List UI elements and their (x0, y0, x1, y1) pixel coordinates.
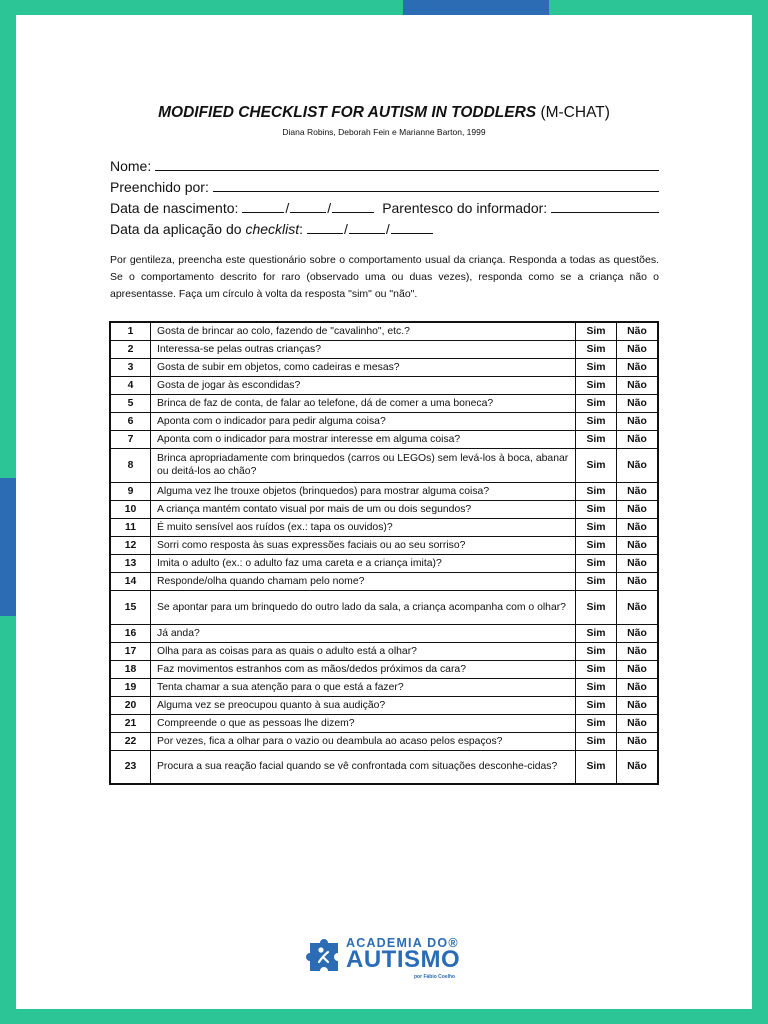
answer-sim[interactable]: Sim (576, 394, 617, 412)
question-number: 7 (110, 430, 151, 448)
table-row (110, 554, 658, 572)
document-page (16, 15, 752, 1009)
question-number: 20 (110, 696, 151, 714)
table-row (110, 696, 658, 714)
table-row (110, 340, 658, 358)
table-row (110, 376, 658, 394)
answer-nao[interactable]: Não (617, 518, 659, 536)
answer-sim[interactable]: Sim (576, 412, 617, 430)
answer-sim[interactable]: Sim (576, 322, 617, 340)
birth-year-blank[interactable] (332, 198, 374, 213)
answer-nao[interactable]: Não (617, 732, 659, 750)
answer-sim[interactable]: Sim (576, 448, 617, 482)
question-number: 9 (110, 482, 151, 500)
apply-day-blank[interactable] (307, 219, 343, 234)
question-number: 17 (110, 642, 151, 660)
answer-nao[interactable]: Não (617, 482, 659, 500)
field-preenchido[interactable] (110, 174, 659, 195)
title-main: MODIFIED CHECKLIST FOR AUTISM IN TODDLERS (158, 104, 537, 121)
answer-sim[interactable]: Sim (576, 500, 617, 518)
question-text: Alguma vez lhe trouxe objetos (brinquedos) para mostrar alguma coisa? (151, 482, 576, 500)
answer-nao[interactable]: Não (617, 394, 659, 412)
answer-nao[interactable]: Não (617, 376, 659, 394)
field-label-preenchido: Preenchido por: (110, 179, 209, 195)
question-text: Gosta de brincar ao colo, fazendo de "cavalinho", etc.? (151, 322, 576, 340)
table-row (110, 642, 658, 660)
question-text: Imita o adulto (ex.: o adulto faz uma careta e a criança imita)? (151, 554, 576, 572)
question-number: 8 (110, 448, 151, 482)
question-text: Gosta de jogar às escondidas? (151, 376, 576, 394)
document-header (16, 103, 752, 138)
question-text: Sorri como resposta às suas expressões faciais ou ao seu sorriso? (151, 536, 576, 554)
question-number: 16 (110, 624, 151, 642)
table-row (110, 430, 658, 448)
apply-year-blank[interactable] (391, 219, 433, 234)
answer-nao[interactable]: Não (617, 642, 659, 660)
table-row (110, 660, 658, 678)
answer-sim[interactable]: Sim (576, 518, 617, 536)
question-number: 10 (110, 500, 151, 518)
answer-sim[interactable]: Sim (576, 696, 617, 714)
answer-nao[interactable]: Não (617, 678, 659, 696)
answer-sim[interactable]: Sim (576, 642, 617, 660)
field-line-preenchido[interactable] (213, 177, 659, 192)
question-text: Alguma vez se preocupou quanto à sua audição? (151, 696, 576, 714)
answer-sim[interactable]: Sim (576, 572, 617, 590)
answer-nao[interactable]: Não (617, 572, 659, 590)
answer-nao[interactable]: Não (617, 714, 659, 732)
question-number: 21 (110, 714, 151, 732)
table-row (110, 678, 658, 696)
answer-sim[interactable]: Sim (576, 732, 617, 750)
answer-nao[interactable]: Não (617, 750, 659, 784)
question-number: 19 (110, 678, 151, 696)
answer-nao[interactable]: Não (617, 590, 659, 624)
table-row (110, 750, 658, 784)
answer-sim[interactable]: Sim (576, 536, 617, 554)
form-fields (110, 153, 659, 237)
question-text: Interessa-se pelas outras crianças? (151, 340, 576, 358)
answer-nao[interactable]: Não (617, 430, 659, 448)
table-row (110, 590, 658, 624)
question-text: Gosta de subir em objetos, como cadeiras e mesas? (151, 358, 576, 376)
instructions-paragraph: Por gentileza, preencha este questionário sobre o comportamento usual da criança. Responda a todas as questões. Se o comportamento descrito for raro (observado uma ou duas vezes), responda como se a criança não o apresentasse. Faça um círculo à volta da resposta "sim" ou "não". (110, 254, 659, 300)
answer-nao[interactable]: Não (617, 536, 659, 554)
answer-sim[interactable]: Sim (576, 482, 617, 500)
question-text: Aponta com o indicador para pedir alguma coisa? (151, 412, 576, 430)
question-number: 1 (110, 322, 151, 340)
answer-nao[interactable]: Não (617, 660, 659, 678)
question-text: Aponta com o indicador para mostrar interesse em alguma coisa? (151, 430, 576, 448)
answer-sim[interactable]: Sim (576, 358, 617, 376)
question-number: 23 (110, 750, 151, 784)
table-row (110, 482, 658, 500)
question-number: 12 (110, 536, 151, 554)
aplicacao-suffix: : (299, 221, 304, 237)
aplicacao-prefix: Data da aplicação do (110, 221, 246, 237)
field-aplicacao[interactable] (110, 216, 659, 237)
answer-nao[interactable]: Não (617, 696, 659, 714)
question-text: Faz movimentos estranhos com as mãos/dedos próximos da cara? (151, 660, 576, 678)
answer-sim[interactable]: Sim (576, 750, 617, 784)
question-text: Tenta chamar a sua atenção para o que está a fazer? (151, 678, 576, 696)
question-text: Procura a sua reação facial quando se vê confrontada com situações desconhe-cidas? (151, 750, 576, 784)
question-text: A criança mantém contato visual por mais de um ou dois segundos? (151, 500, 576, 518)
table-row (110, 536, 658, 554)
question-text: É muito sensível aos ruídos (ex.: tapa os ouvidos)? (151, 518, 576, 536)
brand-top-text: ACADEMIA DO® (346, 936, 459, 950)
question-number: 3 (110, 358, 151, 376)
question-text: Olha para as coisas para as quais o adulto está a olhar? (151, 642, 576, 660)
question-number: 4 (110, 376, 151, 394)
question-number: 11 (110, 518, 151, 536)
date-separator: / (285, 200, 290, 216)
field-label-aplicacao (110, 221, 303, 237)
brand-main-text: AUTISMO (346, 946, 461, 973)
aplicacao-checklist-word: checklist (245, 221, 300, 237)
question-text: Já anda? (151, 624, 576, 642)
answer-sim[interactable]: Sim (576, 554, 617, 572)
puzzle-piece-icon (306, 935, 344, 973)
field-label-nome: Nome: (110, 158, 152, 174)
answer-nao[interactable]: Não (617, 322, 659, 340)
answer-sim[interactable]: Sim (576, 590, 617, 624)
table-row (110, 412, 658, 430)
table-row (110, 624, 658, 642)
question-text: Por vezes, fica a olhar para o vazio ou deambula ao acaso pelos espaços? (151, 732, 576, 750)
question-text: Brinca de faz de conta, de falar ao telefone, dá de comer a uma boneca? (151, 394, 576, 412)
question-text: Brinca apropriadamente com brinquedos (carros ou LEGOs) sem levá-los à boca, abanar ou deitá-los ao chão? (151, 448, 576, 482)
answer-sim[interactable]: Sim (576, 430, 617, 448)
birth-day-blank[interactable] (242, 198, 284, 213)
table-row (110, 572, 658, 590)
answer-nao[interactable]: Não (617, 358, 659, 376)
brand-sub-text: por Fábio Coelho (414, 974, 456, 980)
question-number: 13 (110, 554, 151, 572)
question-text: Responde/olha quando chamam pelo nome? (151, 572, 576, 590)
top-accent-bar (403, 0, 549, 15)
answer-sim[interactable]: Sim (576, 714, 617, 732)
answer-nao[interactable]: Não (617, 624, 659, 642)
question-number: 22 (110, 732, 151, 750)
field-line-nome[interactable] (155, 156, 659, 171)
answer-nao[interactable]: Não (617, 340, 659, 358)
field-label-nascimento: Data de nascimento: (110, 200, 239, 216)
question-number: 14 (110, 572, 151, 590)
table-row (110, 732, 658, 750)
field-line-parentesco[interactable] (551, 198, 659, 213)
answer-nao[interactable]: Não (617, 412, 659, 430)
table-row (110, 322, 658, 340)
question-number: 2 (110, 340, 151, 358)
question-text: Compreende o que as pessoas lhe dizem? (151, 714, 576, 732)
field-nome[interactable] (110, 153, 659, 174)
answer-nao[interactable]: Não (617, 554, 659, 572)
birth-month-blank[interactable] (290, 198, 326, 213)
answer-sim[interactable]: Sim (576, 624, 617, 642)
field-label-parentesco: Parentesco do informador: (382, 200, 548, 216)
answer-nao[interactable]: Não (617, 448, 659, 482)
document-title (16, 103, 752, 123)
answer-sim[interactable]: Sim (576, 340, 617, 358)
date-separator: / (327, 200, 332, 216)
answer-sim[interactable]: Sim (576, 660, 617, 678)
date-separator: / (344, 221, 348, 237)
document-authors: Diana Robins, Deborah Fein e Marianne Barton, 1999 (282, 127, 486, 137)
date-separator: / (385, 221, 390, 237)
table-row (110, 500, 658, 518)
answer-nao[interactable]: Não (617, 500, 659, 518)
questionnaire-table (109, 321, 659, 785)
question-number: 15 (110, 590, 151, 624)
question-number: 6 (110, 412, 151, 430)
table-row (110, 358, 658, 376)
question-number: 18 (110, 660, 151, 678)
question-number: 5 (110, 394, 151, 412)
apply-month-blank[interactable] (349, 219, 385, 234)
left-accent-bar (0, 478, 16, 616)
question-text: Se apontar para um brinquedo do outro lado da sala, a criança acompanha com o olhar? (151, 590, 576, 624)
table-row (110, 448, 658, 482)
answer-sim[interactable]: Sim (576, 678, 617, 696)
title-suffix: (M-CHAT) (536, 104, 610, 121)
table-row (110, 518, 658, 536)
answer-sim[interactable]: Sim (576, 376, 617, 394)
table-row (110, 714, 658, 732)
table-row (110, 394, 658, 412)
field-nascimento[interactable] (110, 195, 659, 216)
brand-logo (306, 932, 462, 984)
